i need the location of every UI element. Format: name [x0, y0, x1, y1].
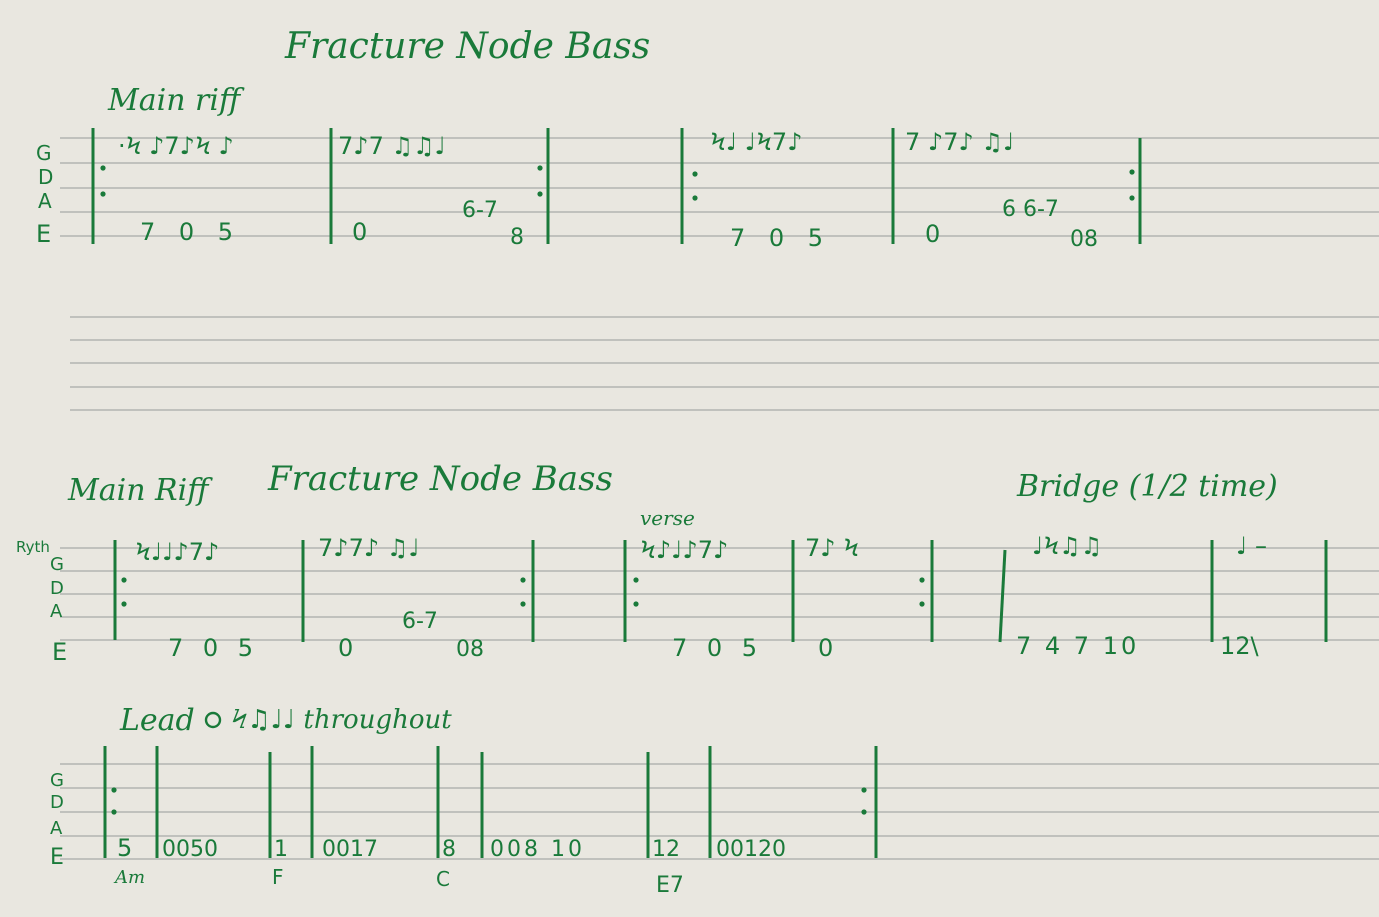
section2-title: Fracture Node Bass [268, 459, 613, 499]
section3-label: Lead [120, 703, 195, 738]
staff-2-repeat-dots [121, 577, 924, 606]
fret-numbers: 12 [652, 837, 680, 862]
verse-label: verse [640, 506, 695, 530]
string-label: E [36, 220, 52, 248]
string-label: D [50, 578, 64, 599]
string-label: A [38, 189, 52, 213]
rhythm-notation: 7 ♪7♪ ♫♩ [905, 128, 1015, 156]
staff-3-string-labels [50, 770, 64, 870]
bridge-label: Bridge (1/2 time) [1017, 469, 1278, 504]
staff-1-string-labels [36, 141, 53, 248]
string-label: G [36, 141, 52, 165]
chord-label: C [436, 867, 450, 891]
chord-label: F [272, 865, 284, 889]
fret-numbers: 0 [818, 634, 834, 662]
string-label: E [52, 638, 68, 666]
fret-numbers: 7 0 5 [140, 218, 242, 246]
fret-numbers: 008 10 [490, 837, 585, 862]
fret-numbers: 7 0 5 [672, 634, 764, 662]
fret-numbers: 1 [274, 837, 288, 862]
fret-numbers: 00120 [716, 837, 786, 862]
fret-numbers: 6-7 [402, 609, 438, 634]
staff-2-string-labels [16, 538, 67, 666]
fret-numbers: 0017 [322, 837, 378, 862]
rhythm-notation: Ϟ♩♩♪7♪ [135, 538, 220, 566]
page-title: Fracture Node Bass [285, 26, 651, 67]
string-label: A [50, 601, 63, 622]
fret-numbers: 0 [338, 634, 354, 662]
whole-note-icon [206, 713, 220, 727]
fret-numbers: 5 [117, 834, 133, 862]
fret-numbers: 0 [352, 218, 368, 246]
string-label: Ryth [16, 538, 50, 556]
rhythm-notation: ♩ – [1236, 532, 1267, 560]
lead-note: Ϟ♫♩♩ throughout [232, 705, 452, 735]
rhythm-notation: 7♪7♪ ♫♩ [318, 534, 420, 562]
rhythm-notation: Ϟ♪♩♪7♪ [640, 536, 729, 564]
fret-numbers: 0050 [162, 837, 218, 862]
fret-numbers: 7 0 5 [730, 224, 832, 252]
fret-numbers: 08 [456, 637, 484, 662]
string-label: E [50, 845, 64, 870]
fret-numbers: 12\ [1220, 632, 1259, 660]
fret-numbers: 0 [925, 220, 941, 248]
section1-label: Main riff [108, 83, 241, 118]
fret-numbers: 08 [1070, 227, 1098, 252]
chord-label: Am [115, 867, 146, 888]
staff-1-repeat-dots [100, 165, 1134, 200]
string-label: D [50, 792, 64, 813]
rhythm-notation: ♩Ϟ♫♫ [1032, 532, 1103, 560]
string-label: D [38, 165, 54, 189]
rhythm-notation: ·Ϟ ♪7♪Ϟ ♪ [118, 132, 234, 160]
chord-label: E7 [656, 873, 684, 898]
fret-numbers: 6 6-7 [1002, 197, 1059, 222]
string-label: G [50, 554, 64, 575]
string-label: G [50, 770, 64, 791]
fret-numbers: 8 [510, 225, 524, 250]
rhythm-notation: 7♪7 ♫♫♩ [338, 132, 446, 160]
rhythm-notation: 7♪ Ϟ [805, 534, 860, 562]
blank-staff-lines [70, 317, 1379, 410]
fret-numbers: 7 4 7 10 [1016, 632, 1140, 660]
string-label: A [50, 818, 63, 839]
rhythm-notation: Ϟ♩ ♩Ϟ7♪ [710, 128, 803, 156]
fret-numbers: 7 0 5 [168, 634, 260, 662]
fret-numbers: 8 [442, 837, 456, 862]
section2-label: Main Riff [68, 473, 209, 508]
fret-numbers: 6-7 [462, 198, 498, 223]
staff-3-repeat-dots [111, 787, 866, 814]
